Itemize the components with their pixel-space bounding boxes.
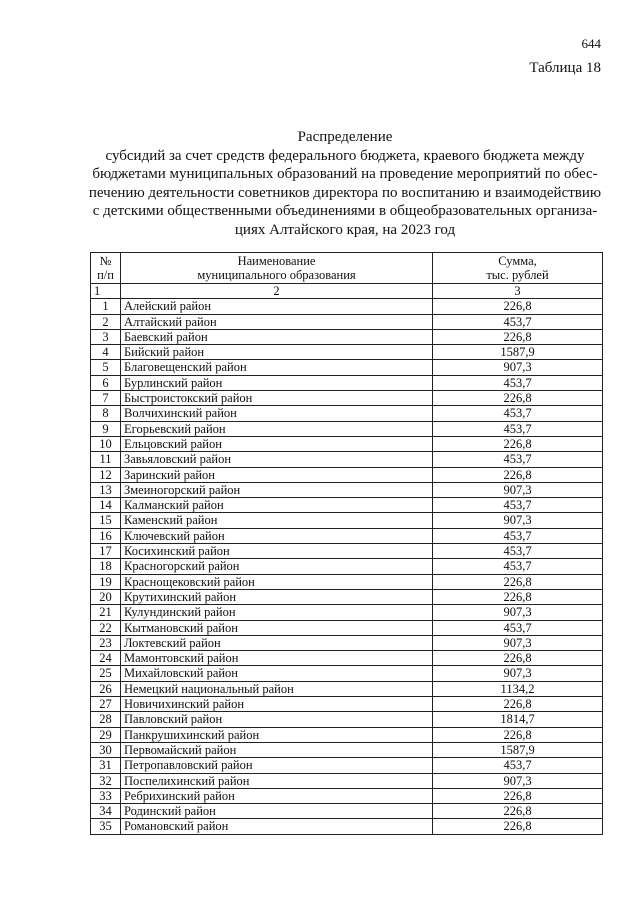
amount-cell: 453,7 xyxy=(433,758,603,773)
subsidy-table xyxy=(90,252,603,835)
row-number-cell: 8 xyxy=(91,406,121,421)
amount-cell: 453,7 xyxy=(433,544,603,559)
table-row xyxy=(91,329,603,344)
row-number-cell: 35 xyxy=(91,819,121,834)
row-number-cell: 9 xyxy=(91,421,121,436)
municipality-name-cell: Ключевский район xyxy=(121,528,433,543)
municipality-name-cell: Кулундинский район xyxy=(121,605,433,620)
row-number-cell: 28 xyxy=(91,712,121,727)
row-number-cell: 33 xyxy=(91,788,121,803)
row-number-cell: 21 xyxy=(91,605,121,620)
amount-cell: 226,8 xyxy=(433,467,603,482)
amount-cell: 907,3 xyxy=(433,605,603,620)
amount-cell: 907,3 xyxy=(433,513,603,528)
row-number-cell: 1 xyxy=(91,299,121,314)
amount-cell: 226,8 xyxy=(433,574,603,589)
amount-cell: 907,3 xyxy=(433,360,603,375)
table-row xyxy=(91,742,603,757)
heading-line: печению деятельности советников директора по воспитанию и взаимодействию xyxy=(88,184,602,201)
header-amount xyxy=(433,253,603,284)
heading-line: субсидий за счет средств федерального бюджета, краевого бюджета между xyxy=(105,147,585,164)
row-number-cell: 27 xyxy=(91,697,121,712)
table-row xyxy=(91,773,603,788)
table-row xyxy=(91,406,603,421)
table-row xyxy=(91,574,603,589)
row-number-cell: 13 xyxy=(91,482,121,497)
amount-cell: 226,8 xyxy=(433,436,603,451)
header-number-line2: п/п xyxy=(97,268,114,282)
table-header-row xyxy=(91,253,603,284)
row-number-cell: 32 xyxy=(91,773,121,788)
municipality-name-cell: Завьяловский район xyxy=(121,452,433,467)
table-row xyxy=(91,620,603,635)
row-number-cell: 22 xyxy=(91,620,121,635)
row-number-cell: 34 xyxy=(91,804,121,819)
row-number-cell: 6 xyxy=(91,375,121,390)
table-label: Таблица 18 xyxy=(529,60,601,76)
amount-cell: 907,3 xyxy=(433,773,603,788)
amount-cell: 453,7 xyxy=(433,375,603,390)
table-row xyxy=(91,635,603,650)
amount-cell: 1587,9 xyxy=(433,345,603,360)
table-row xyxy=(91,605,603,620)
row-number-cell: 25 xyxy=(91,666,121,681)
row-number-cell: 20 xyxy=(91,589,121,604)
municipality-name-cell: Бийский район xyxy=(121,345,433,360)
row-number-cell: 10 xyxy=(91,436,121,451)
municipality-name-cell: Волчихинский район xyxy=(121,406,433,421)
row-number-cell: 12 xyxy=(91,467,121,482)
municipality-name-cell: Кытмановский район xyxy=(121,620,433,635)
header-amount-line1: Сумма, xyxy=(498,254,537,268)
column-number-cell: 2 xyxy=(121,284,433,299)
row-number-cell: 18 xyxy=(91,559,121,574)
table-row xyxy=(91,544,603,559)
amount-cell: 226,8 xyxy=(433,329,603,344)
table-row xyxy=(91,299,603,314)
municipality-name-cell: Локтевский район xyxy=(121,635,433,650)
municipality-name-cell: Поспелихинский район xyxy=(121,773,433,788)
table-row xyxy=(91,727,603,742)
amount-cell: 226,8 xyxy=(433,651,603,666)
table-row xyxy=(91,804,603,819)
column-number-cell: 1 xyxy=(91,284,121,299)
row-number-cell: 29 xyxy=(91,727,121,742)
amount-cell: 453,7 xyxy=(433,406,603,421)
municipality-name-cell: Крутихинский район xyxy=(121,589,433,604)
table-row xyxy=(91,819,603,834)
row-number-cell: 14 xyxy=(91,498,121,513)
column-number-row xyxy=(91,284,603,299)
amount-cell: 226,8 xyxy=(433,788,603,803)
heading-line: с детскими общественными объединениями в общеобразовательных организа- xyxy=(92,203,598,220)
amount-cell: 226,8 xyxy=(433,299,603,314)
table-row xyxy=(91,391,603,406)
amount-cell: 226,8 xyxy=(433,727,603,742)
municipality-name-cell: Новичихинский район xyxy=(121,697,433,712)
column-number-cell: 3 xyxy=(433,284,603,299)
table-row xyxy=(91,589,603,604)
amount-cell: 907,3 xyxy=(433,635,603,650)
table-row xyxy=(91,467,603,482)
amount-cell: 226,8 xyxy=(433,391,603,406)
table-row xyxy=(91,421,603,436)
municipality-name-cell: Краснощековский район xyxy=(121,574,433,589)
municipality-name-cell: Быстроистокский район xyxy=(121,391,433,406)
table-row xyxy=(91,314,603,329)
table-row xyxy=(91,375,603,390)
amount-cell: 226,8 xyxy=(433,819,603,834)
table-row xyxy=(91,697,603,712)
municipality-name-cell: Косихинский район xyxy=(121,544,433,559)
table-row xyxy=(91,666,603,681)
municipality-name-cell: Бурлинский район xyxy=(121,375,433,390)
municipality-name-cell: Немецкий национальный район xyxy=(121,681,433,696)
row-number-cell: 24 xyxy=(91,651,121,666)
row-number-cell: 2 xyxy=(91,314,121,329)
amount-cell: 1814,7 xyxy=(433,712,603,727)
header-name-line1: Наименование xyxy=(237,254,316,268)
table-row xyxy=(91,360,603,375)
municipality-name-cell: Алейский район xyxy=(121,299,433,314)
row-number-cell: 30 xyxy=(91,742,121,757)
municipality-name-cell: Благовещенский район xyxy=(121,360,433,375)
municipality-name-cell: Каменский район xyxy=(121,513,433,528)
row-number-cell: 11 xyxy=(91,452,121,467)
municipality-name-cell: Ельцовский район xyxy=(121,436,433,451)
municipality-name-cell: Петропавловский район xyxy=(121,758,433,773)
amount-cell: 453,7 xyxy=(433,421,603,436)
table-row xyxy=(91,345,603,360)
amount-cell: 226,8 xyxy=(433,804,603,819)
municipality-name-cell: Михайловский район xyxy=(121,666,433,681)
table-row xyxy=(91,452,603,467)
table-row xyxy=(91,482,603,497)
municipality-name-cell: Панкрушихинский район xyxy=(121,727,433,742)
table-row xyxy=(91,681,603,696)
table-row xyxy=(91,758,603,773)
row-number-cell: 16 xyxy=(91,528,121,543)
row-number-cell: 31 xyxy=(91,758,121,773)
row-number-cell: 19 xyxy=(91,574,121,589)
amount-cell: 907,3 xyxy=(433,482,603,497)
table-body xyxy=(91,299,603,834)
amount-cell: 453,7 xyxy=(433,314,603,329)
municipality-name-cell: Родинский район xyxy=(121,804,433,819)
amount-cell: 226,8 xyxy=(433,589,603,604)
municipality-name-cell: Алтайский район xyxy=(121,314,433,329)
row-number-cell: 23 xyxy=(91,635,121,650)
row-number-cell: 4 xyxy=(91,345,121,360)
header-number xyxy=(91,253,121,284)
amount-cell: 1134,2 xyxy=(433,681,603,696)
amount-cell: 453,7 xyxy=(433,620,603,635)
municipality-name-cell: Красногорский район xyxy=(121,559,433,574)
table-row xyxy=(91,651,603,666)
amount-cell: 226,8 xyxy=(433,697,603,712)
header-number-line1: № xyxy=(99,254,112,268)
row-number-cell: 7 xyxy=(91,391,121,406)
table-row xyxy=(91,712,603,727)
municipality-name-cell: Егорьевский район xyxy=(121,421,433,436)
amount-cell: 453,7 xyxy=(433,528,603,543)
municipality-name-cell: Баевский район xyxy=(121,329,433,344)
table-row xyxy=(91,788,603,803)
row-number-cell: 3 xyxy=(91,329,121,344)
heading-line: бюджетами муниципальных образований на проведение мероприятий по обес- xyxy=(92,166,598,183)
header-name-line2: муниципального образования xyxy=(197,268,356,282)
table-row xyxy=(91,498,603,513)
municipality-name-cell: Ребрихинский район xyxy=(121,788,433,803)
table-row xyxy=(91,559,603,574)
amount-cell: 453,7 xyxy=(433,452,603,467)
row-number-cell: 5 xyxy=(91,360,121,375)
municipality-name-cell: Калманский район xyxy=(121,498,433,513)
table-row xyxy=(91,513,603,528)
header-amount-line2: тыс. рублей xyxy=(486,268,549,282)
municipality-name-cell: Змеиногорский район xyxy=(121,482,433,497)
row-number-cell: 17 xyxy=(91,544,121,559)
page-number: 644 xyxy=(581,36,601,51)
row-number-cell: 15 xyxy=(91,513,121,528)
header-name xyxy=(121,253,433,284)
municipality-name-cell: Павловский район xyxy=(121,712,433,727)
municipality-name-cell: Мамонтовский район xyxy=(121,651,433,666)
document-heading xyxy=(80,128,610,240)
amount-cell: 1587,9 xyxy=(433,742,603,757)
amount-cell: 907,3 xyxy=(433,666,603,681)
heading-line: Распределение xyxy=(297,129,393,145)
row-number-cell: 26 xyxy=(91,681,121,696)
amount-cell: 453,7 xyxy=(433,498,603,513)
municipality-name-cell: Романовский район xyxy=(121,819,433,834)
amount-cell: 453,7 xyxy=(433,559,603,574)
table-row xyxy=(91,436,603,451)
municipality-name-cell: Заринский район xyxy=(121,467,433,482)
heading-line: циях Алтайского края, на 2023 год xyxy=(234,221,456,238)
table-row xyxy=(91,528,603,543)
municipality-name-cell: Первомайский район xyxy=(121,742,433,757)
